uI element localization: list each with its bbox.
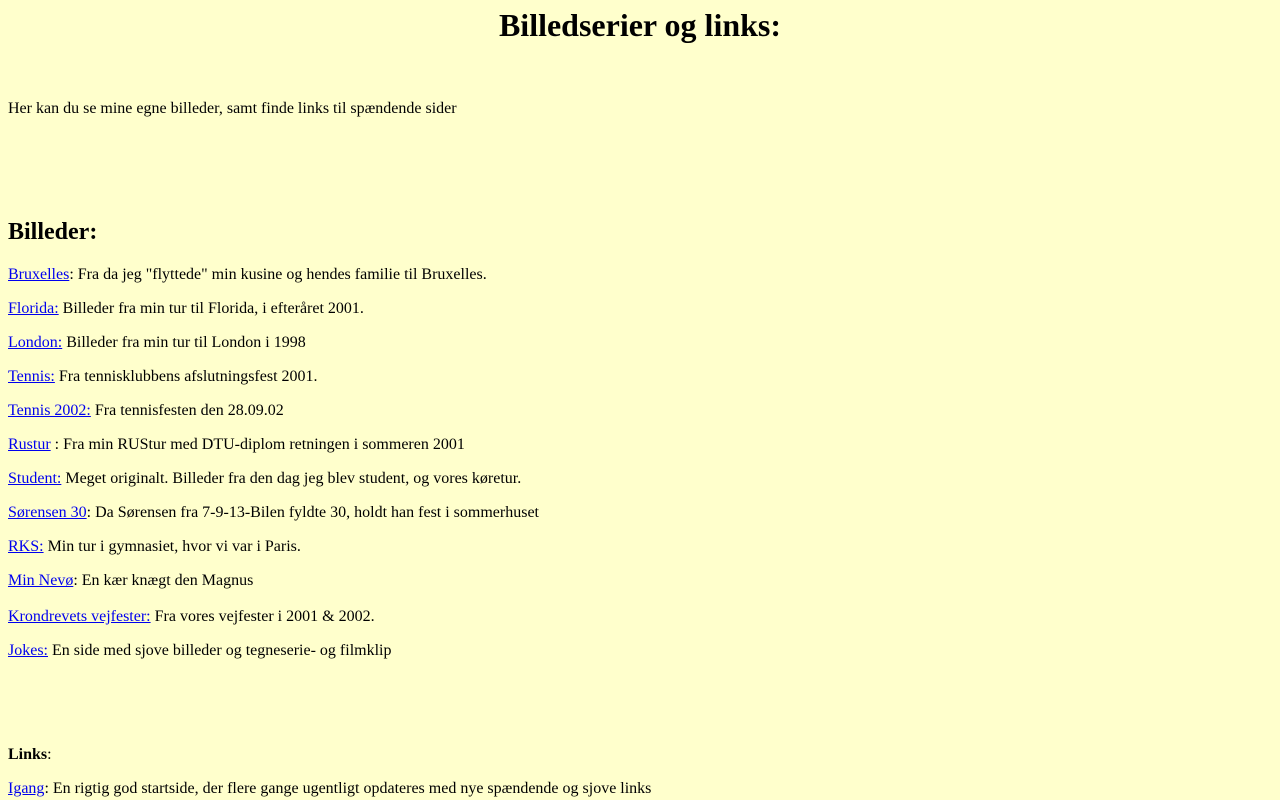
link-tennis-2002[interactable]: Tennis 2002:	[8, 402, 91, 419]
item-description: Fra tennisklubbens afslutningsfest 2001.	[54, 368, 318, 385]
item-description: : Fra min RUStur med DTU-diplom retningen i sommeren 2001	[50, 436, 465, 453]
link-rustur[interactable]: Rustur	[8, 436, 51, 453]
list-item-rustur	[8, 435, 465, 454]
list-item-florida	[8, 299, 364, 318]
list-item-krondrevets-vejfester	[8, 607, 375, 626]
link-jokes[interactable]: Jokes:	[8, 642, 48, 659]
item-description: Meget originalt. Billeder fra den dag jeg blev student, og vores køretur.	[61, 470, 522, 487]
links-heading-colon: :	[47, 746, 52, 763]
link-krondrevets-vejfester[interactable]: Krondrevets vejfester:	[8, 608, 151, 625]
item-description: Billeder fra min tur til London i 1998	[62, 334, 306, 351]
links-heading-label: Links	[8, 746, 48, 763]
link-sorensen-30[interactable]: Sørensen 30	[8, 504, 87, 521]
link-florida[interactable]: Florida:	[8, 300, 59, 317]
list-item-tennis	[8, 367, 318, 386]
item-description: Min tur i gymnasiet, hvor vi var i Paris.	[43, 538, 301, 555]
list-item-jokes	[8, 641, 391, 660]
list-item-igang	[8, 779, 651, 798]
list-item-tennis-2002	[8, 401, 284, 420]
item-description: : Da Sørensen fra 7-9-13-Bilen fyldte 30, holdt han fest i sommerhuset	[86, 504, 539, 521]
item-description: : En kær knægt den Magnus	[73, 572, 254, 589]
item-description: En side med sjove billeder og tegneserie- og filmklip	[48, 642, 392, 659]
page-title: Billedserier og links:	[498, 7, 782, 43]
link-rks[interactable]: RKS:	[8, 538, 44, 555]
list-item-student	[8, 469, 521, 488]
item-description: Fra tennisfesten den 28.09.02	[90, 402, 284, 419]
links-heading	[8, 745, 52, 764]
list-item-bruxelles	[8, 265, 487, 284]
list-item-rks	[8, 537, 301, 556]
list-item-min-nevo	[8, 571, 253, 590]
link-min-nevo[interactable]: Min Nevø	[8, 572, 74, 589]
link-london[interactable]: London:	[8, 334, 63, 351]
images-heading: Billeder:	[8, 219, 98, 245]
list-item-sorensen-30	[8, 503, 539, 522]
item-description: Fra vores vejfester i 2001 & 2002.	[150, 608, 375, 625]
link-bruxelles[interactable]: Bruxelles	[8, 266, 70, 283]
item-description: Billeder fra min tur til Florida, i efteråret 2001.	[58, 300, 364, 317]
item-description: : Fra da jeg "flyttede" min kusine og hendes familie til Bruxelles.	[69, 266, 487, 283]
item-description: : En rigtig god startside, der flere gange ugentligt opdateres med nye spændende og sjove links	[44, 780, 652, 797]
list-item-london	[8, 333, 306, 352]
link-igang[interactable]: Igang	[8, 780, 45, 797]
link-student[interactable]: Student:	[8, 470, 62, 487]
intro-text: Her kan du se mine egne billeder, samt finde links til spændende sider	[8, 100, 457, 117]
link-tennis[interactable]: Tennis:	[8, 368, 55, 385]
